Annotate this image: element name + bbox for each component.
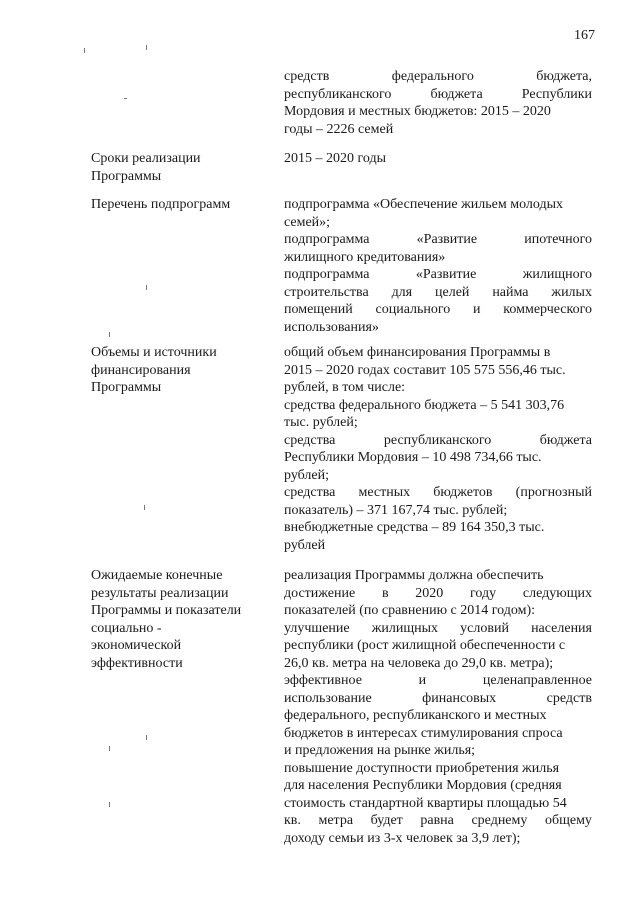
text-fragment: показателей (по сравнению с 2014 годом):	[284, 603, 536, 618]
text-fragment: жилищного кредитования»	[284, 249, 446, 265]
text-fragment: республики (рост жилищной обеспеченности с	[284, 638, 566, 653]
text-fragment: подпрограмма	[284, 232, 370, 247]
text-fragment: рублей, в том числе:	[284, 380, 406, 395]
text-fragment: финансовых	[422, 690, 497, 706]
text-fragment: жилищного	[522, 267, 592, 282]
content-line	[284, 602, 592, 620]
scan-mark	[84, 48, 85, 53]
text-fragment: средств	[284, 69, 330, 84]
text-fragment: 26,0 кв. метра на человека до 29,0 кв. метра);	[284, 655, 554, 671]
label-line: Перечень подпрограмм	[91, 197, 231, 212]
content-line	[284, 777, 592, 795]
text-fragment: бюджета,	[536, 69, 592, 84]
row-content	[284, 150, 592, 168]
label-line: Программы и показатели	[91, 603, 242, 618]
text-fragment: коммерческого	[503, 302, 592, 317]
row-label	[91, 567, 261, 672]
content-line	[284, 760, 592, 778]
text-fragment: реализация Программы должна обеспечить	[284, 568, 544, 583]
content-line	[284, 231, 592, 249]
content-line	[284, 795, 592, 813]
text-fragment: 2015 – 2020 годах составит 105 575 556,46 тыс.	[284, 362, 566, 378]
content-line	[284, 414, 592, 432]
text-fragment: общему	[544, 813, 592, 828]
text-fragment: и	[418, 673, 427, 688]
text-fragment: использование	[284, 690, 372, 706]
text-fragment: ипотечного	[524, 232, 592, 247]
text-fragment: для населения Республики Мордовия (средняя	[284, 778, 562, 793]
text-fragment: республиканского	[284, 86, 392, 102]
text-fragment: для	[391, 284, 413, 300]
row-content	[284, 196, 592, 336]
text-fragment: будет	[370, 813, 403, 828]
content-line	[284, 68, 592, 86]
text-fragment: социального	[375, 302, 451, 317]
text-fragment: федерального, республиканского и местных	[284, 708, 547, 723]
text-fragment: средств	[546, 690, 592, 706]
text-fragment: средства	[284, 432, 336, 448]
content-line	[284, 467, 592, 485]
text-fragment: местных	[358, 485, 411, 500]
text-fragment: средства федерального бюджета – 5 541 303,76	[284, 397, 565, 413]
scan-mark	[109, 332, 110, 337]
content-line	[284, 637, 592, 655]
label-line: Ожидаемые конечные	[91, 568, 223, 583]
text-fragment: населения	[531, 620, 592, 636]
text-fragment: республиканского	[383, 432, 492, 448]
scan-mark	[124, 98, 127, 99]
label-line: Объемы и источники	[91, 345, 217, 360]
content-line	[284, 432, 592, 450]
scan-mark	[109, 802, 110, 807]
content-line	[284, 672, 592, 690]
scan-mark	[146, 45, 147, 50]
content-line	[284, 812, 592, 830]
row-label	[91, 196, 261, 214]
content-line	[284, 537, 592, 555]
text-fragment: бюджетов	[433, 485, 493, 500]
content-line	[284, 319, 592, 337]
content-line	[284, 484, 592, 502]
content-line	[284, 502, 592, 520]
scan-mark	[146, 285, 147, 290]
text-fragment: условий	[460, 620, 509, 636]
text-fragment: бюджета	[539, 432, 592, 448]
text-fragment: стоимость стандартной квартиры площадью 54	[284, 795, 567, 811]
content-line	[284, 830, 592, 848]
text-fragment: федерального	[391, 69, 474, 84]
label-line: Программы	[91, 168, 162, 184]
text-fragment: внебюджетные средства – 89 164 350,3 тыс.	[284, 520, 545, 535]
text-fragment: и предложения на рынке жилья;	[284, 743, 476, 758]
content-line	[284, 196, 592, 214]
label-line: экономической	[91, 638, 182, 653]
text-fragment: равна	[420, 813, 454, 828]
text-fragment: достижение	[284, 585, 356, 601]
text-fragment: доходу семьи из 3-х человек за 3,9 лет);	[284, 830, 521, 846]
text-fragment: целей	[435, 284, 470, 300]
text-fragment: семей»;	[284, 214, 331, 230]
content-line	[284, 284, 592, 302]
content-line	[284, 567, 592, 585]
page-number: 167	[574, 28, 595, 43]
content-line	[284, 585, 592, 603]
content-line	[284, 249, 592, 267]
content-line	[284, 344, 592, 362]
text-fragment: бюджетов в интересах стимулирования спроса	[284, 725, 563, 741]
scan-mark	[144, 505, 145, 510]
text-fragment: жилищных	[371, 620, 439, 636]
text-fragment: среднему	[471, 813, 528, 828]
text-fragment: рублей;	[284, 467, 329, 483]
text-fragment: 2015 – 2020 годы	[284, 151, 387, 166]
text-fragment: строительства	[284, 284, 369, 300]
text-fragment: рублей	[284, 537, 326, 553]
text-fragment: Мордовия и местных бюджетов: 2015 – 2020	[284, 104, 551, 119]
label-line: результаты реализации	[91, 585, 229, 601]
content-line	[284, 86, 592, 104]
content-line	[284, 620, 592, 638]
text-fragment: 2020	[415, 585, 444, 601]
scan-mark	[146, 735, 147, 740]
text-fragment: (прогнозный	[515, 485, 592, 500]
content-line	[284, 301, 592, 319]
text-fragment: подпрограмма «Обеспечение жильем молодых	[284, 197, 564, 212]
text-fragment: средства	[284, 485, 336, 500]
text-fragment: Республики	[521, 86, 592, 102]
text-fragment: жилых	[551, 284, 592, 300]
content-line	[284, 214, 592, 232]
text-fragment: подпрограмма	[284, 267, 370, 282]
content-line	[284, 121, 592, 139]
text-fragment: метра	[318, 813, 354, 828]
text-fragment: бюджета	[430, 86, 483, 102]
text-fragment: повышение доступности приобретения жилья	[284, 760, 560, 776]
text-fragment: «Развитие	[415, 267, 477, 282]
text-fragment: в	[381, 585, 389, 601]
scan-mark	[109, 746, 110, 751]
content-line	[284, 449, 592, 467]
content-line	[284, 655, 592, 673]
text-fragment: целенаправленное	[482, 673, 592, 688]
text-fragment: найма	[492, 284, 529, 300]
text-fragment: кв.	[284, 813, 301, 828]
content-line	[284, 379, 592, 397]
text-fragment: году	[470, 585, 497, 601]
label-line: финансирования	[91, 362, 191, 378]
row-content	[284, 567, 592, 847]
text-fragment: показатель) – 371 167,74 тыс. рублей;	[284, 502, 508, 518]
text-fragment: тыс. рублей;	[284, 415, 358, 430]
text-fragment: и	[473, 302, 481, 317]
text-fragment: «Развитие	[416, 232, 478, 247]
content-line	[284, 707, 592, 725]
row-content	[284, 68, 592, 138]
content-line	[284, 362, 592, 380]
content-line	[284, 397, 592, 415]
text-fragment: использования»	[284, 319, 379, 335]
label-line: эффективности	[91, 655, 183, 671]
content-line	[284, 742, 592, 760]
content-line	[284, 266, 592, 284]
text-fragment: Республики Мордовия – 10 498 734,66 тыс.	[284, 450, 542, 465]
text-fragment: годы – 2226 семей	[284, 121, 394, 137]
content-line	[284, 103, 592, 121]
text-fragment: следующих	[522, 585, 592, 601]
text-fragment: улучшение	[284, 620, 350, 636]
content-line	[284, 725, 592, 743]
label-line: Программы	[91, 380, 162, 395]
row-content	[284, 344, 592, 554]
content-line	[284, 519, 592, 537]
text-fragment: помещений	[284, 302, 353, 317]
row-label	[91, 150, 261, 185]
label-line: Сроки реализации	[91, 151, 201, 166]
text-fragment: общий объем финансирования Программы в	[284, 345, 551, 360]
content-line	[284, 150, 592, 168]
label-line: социально -	[91, 620, 162, 636]
text-fragment: эффективное	[284, 673, 362, 688]
row-label	[91, 344, 261, 397]
content-line	[284, 690, 592, 708]
